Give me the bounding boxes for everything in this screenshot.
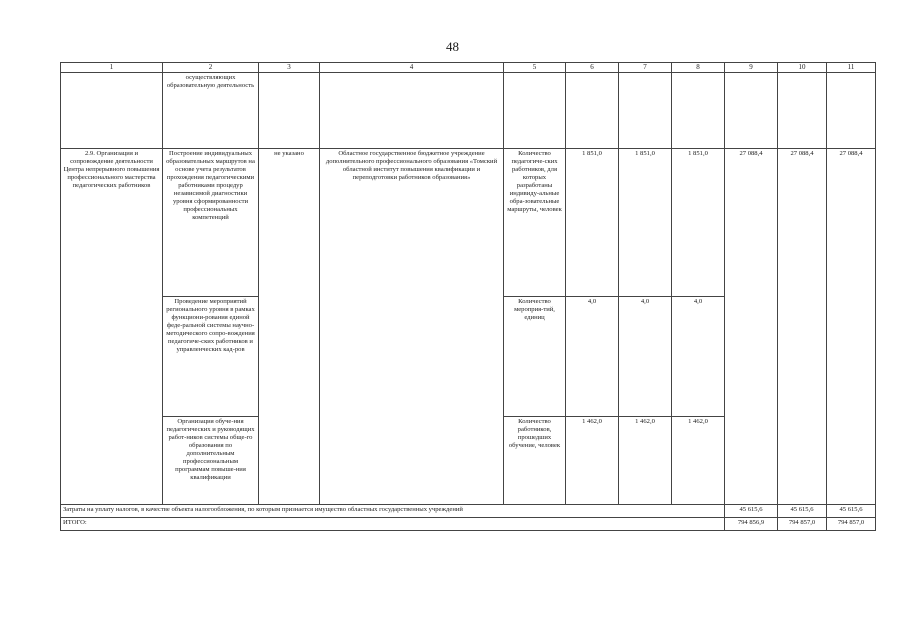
column-number: 5 xyxy=(504,63,566,73)
total-amount: 794 856,9 xyxy=(725,518,778,531)
table-cell: не указано xyxy=(259,149,320,505)
table-cell xyxy=(725,73,778,149)
amount-cell: 27 088,4 xyxy=(827,149,876,505)
budget-table xyxy=(60,62,876,531)
column-number: 6 xyxy=(566,63,619,73)
indicator-cell: Количество мероприя-тий, единиц xyxy=(504,297,566,417)
indicator-cell: Количество работников, прошедших обучение, человек xyxy=(504,417,566,505)
value-cell: 1 462,0 xyxy=(566,417,619,505)
value-cell: 4,0 xyxy=(619,297,672,417)
column-number: 9 xyxy=(725,63,778,73)
activity-name-cell: 2.9. Организация и сопровождение деятельности Центра непрерывного повышения профессионального мастерства педагогических работников xyxy=(61,149,163,505)
amount-cell: 45 615,6 xyxy=(778,505,827,518)
table-cell xyxy=(672,73,725,149)
amount-cell: 27 088,4 xyxy=(725,149,778,505)
table-cell xyxy=(504,73,566,149)
column-number: 7 xyxy=(619,63,672,73)
indicator-cell: Количество педагогиче-ских работников, для которых разработаны индивиду-альные обра-зовательные маршруты, человек xyxy=(504,149,566,297)
page-number: 48 xyxy=(446,39,459,54)
table-cell xyxy=(619,73,672,149)
table-cell: Построение индивидуальных образовательных маршрутов на основе учета результатов прохождения педагогическими работниками процедур независимой диагностики уровня сформированности профессиональных компетенций xyxy=(163,149,259,297)
taxes-row xyxy=(61,505,876,518)
column-number-row xyxy=(61,63,876,73)
table-cell: Организация обуче-ния педагогических и руководящих работ-ников системы обще-го образования по дополнительным профессиональным программам повыше-ния квалификации xyxy=(163,417,259,505)
value-cell: 1 462,0 xyxy=(672,417,725,505)
column-number: 4 xyxy=(320,63,504,73)
table-cell xyxy=(827,73,876,149)
continuation-row xyxy=(61,73,876,149)
amount-cell: 45 615,6 xyxy=(725,505,778,518)
value-cell: 1 462,0 xyxy=(619,417,672,505)
total-label: ИТОГО: xyxy=(61,518,725,531)
table-cell xyxy=(259,73,320,149)
total-row xyxy=(61,518,876,531)
table-row xyxy=(61,149,876,297)
column-number: 11 xyxy=(827,63,876,73)
value-cell: 1 851,0 xyxy=(566,149,619,297)
total-amount: 794 857,0 xyxy=(778,518,827,531)
value-cell: 4,0 xyxy=(566,297,619,417)
column-number: 2 xyxy=(163,63,259,73)
column-number: 8 xyxy=(672,63,725,73)
amount-cell: 45 615,6 xyxy=(827,505,876,518)
table-cell: Проведение мероприятий регионального уровня в рамках функциони-рования единой феде-ральной системы научно-методического сопро-вождения педагогиче-ских работников и управленческих кад-ров xyxy=(163,297,259,417)
taxes-label: Затраты на уплату налогов, в качестве объекта налогообложения, по которым признается имущество областных государственных учреждений xyxy=(61,505,725,518)
value-cell: 1 851,0 xyxy=(619,149,672,297)
value-cell: 1 851,0 xyxy=(672,149,725,297)
column-number: 1 xyxy=(61,63,163,73)
amount-cell: 27 088,4 xyxy=(778,149,827,505)
value-cell: 4,0 xyxy=(672,297,725,417)
table-cell xyxy=(320,73,504,149)
column-number: 3 xyxy=(259,63,320,73)
table-cell: осуществляющих образовательную деятельность xyxy=(163,73,259,149)
total-amount: 794 857,0 xyxy=(827,518,876,531)
table-cell xyxy=(61,73,163,149)
table-cell xyxy=(778,73,827,149)
column-number: 10 xyxy=(778,63,827,73)
table-cell xyxy=(566,73,619,149)
institution-cell: Областное государственное бюджетное учреждение дополнительного профессионального образования «Томский областной институт повышения квалификации и переподготовки работников образования» xyxy=(320,149,504,505)
